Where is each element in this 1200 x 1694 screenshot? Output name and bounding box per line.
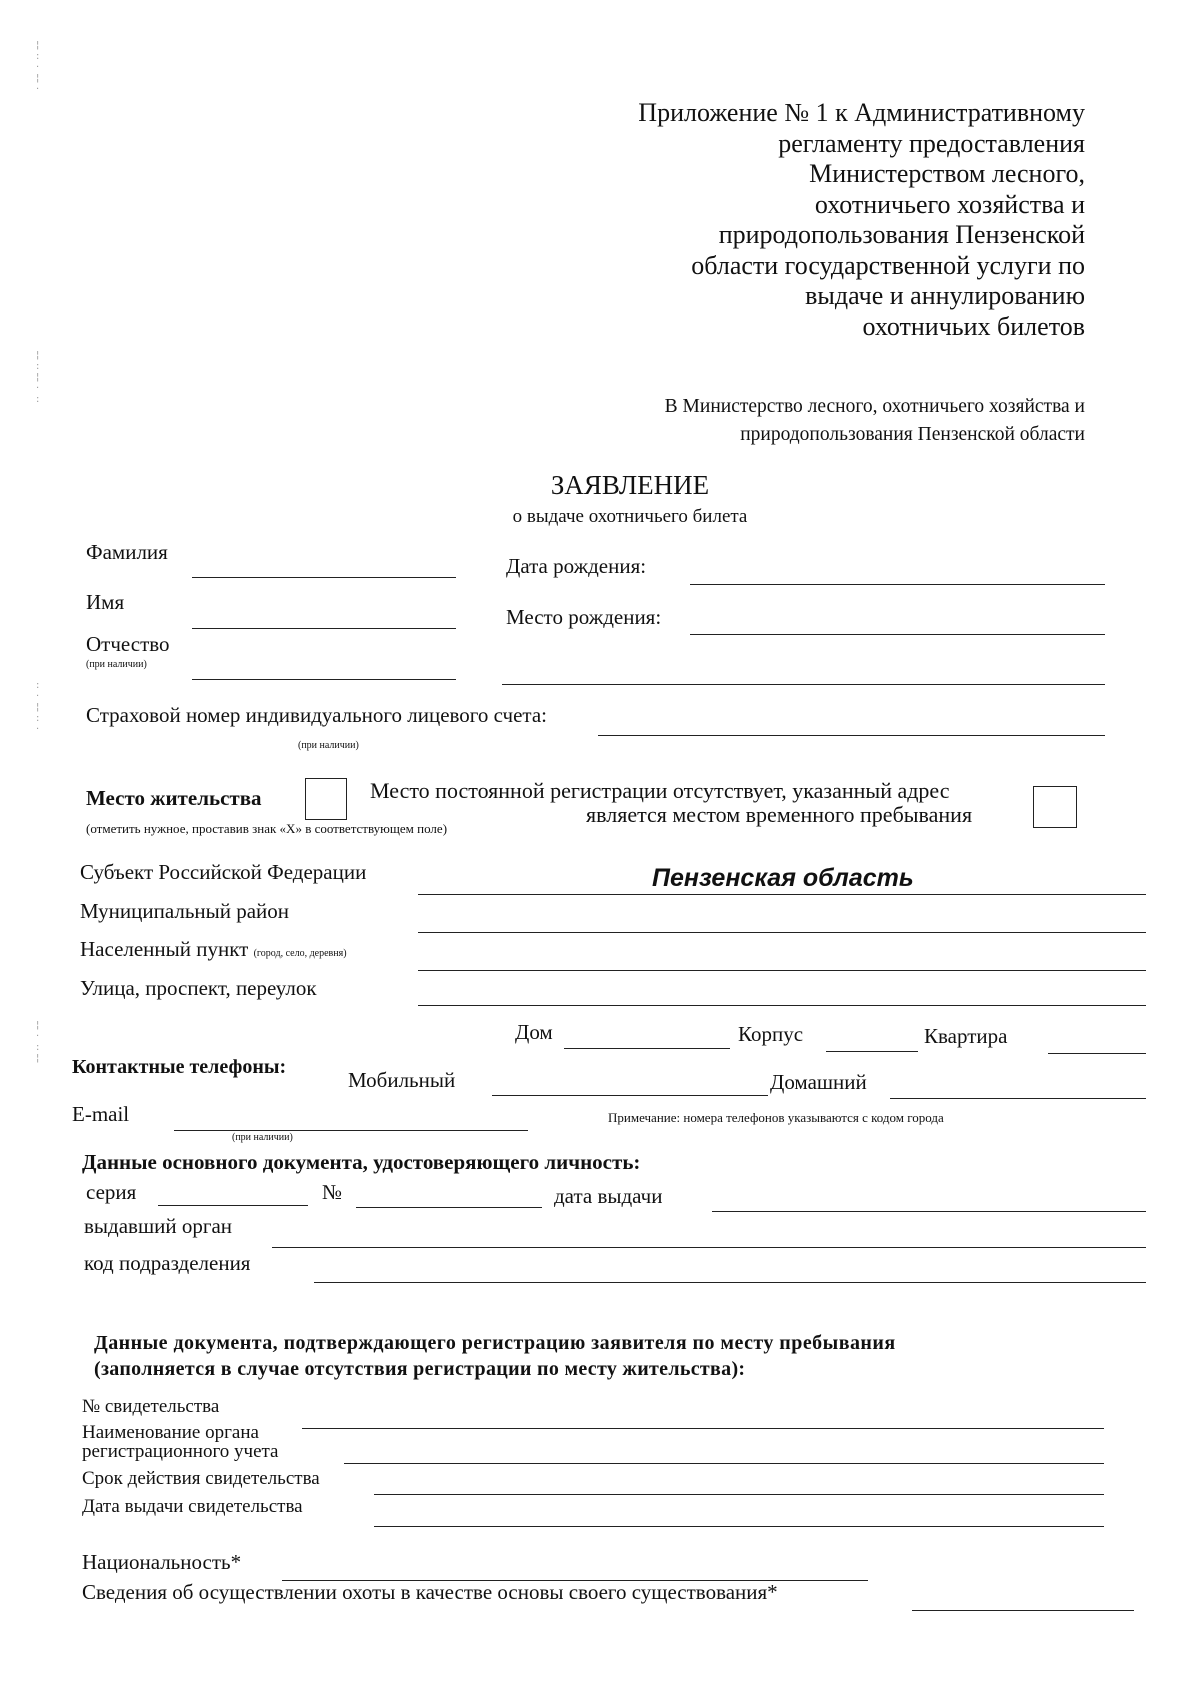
apartment-label: Квартира	[924, 1024, 1008, 1048]
phone-note: Примечание: номера телефонов указываются с кодом города	[608, 1110, 944, 1125]
scan-mark: ¦ : ¦ · :	[36, 350, 40, 405]
appendix-note	[638, 98, 1085, 342]
document-subtitle: о выдаче охотничьего билета	[512, 506, 748, 527]
locality-note: (город, село, деревня)	[253, 948, 347, 959]
issue-date-field[interactable]	[712, 1211, 1146, 1212]
contacts-heading: Контактные телефоны:	[72, 1056, 287, 1078]
temp-stay-text-2: является местом временного пребывания	[586, 802, 973, 827]
scan-mark: ¦ : · ¦ ·	[36, 40, 40, 95]
id-doc-heading: Данные основного документа, удостоверяющего личность:	[82, 1150, 641, 1174]
temporary-stay-checkbox[interactable]	[1033, 786, 1077, 828]
addressee-line: В Министерство лесного, охотничьего хозяйства и	[664, 396, 1085, 417]
surname-field[interactable]	[192, 577, 456, 578]
number-field[interactable]	[356, 1207, 542, 1208]
surname-label: Фамилия	[86, 540, 168, 564]
document-title: ЗАЯВЛЕНИЕ	[550, 470, 710, 500]
name-field[interactable]	[192, 628, 456, 629]
cert-issue-date-label: Дата выдачи свидетельства	[82, 1496, 303, 1517]
birth-place-field[interactable]	[690, 634, 1105, 635]
validity-label: Срок действия свидетельства	[82, 1468, 320, 1489]
patronymic-field[interactable]	[192, 679, 456, 680]
series-field[interactable]	[158, 1205, 308, 1206]
appendix-line: Приложение № 1 к Административному	[638, 98, 1085, 127]
authority-field[interactable]	[344, 1463, 1104, 1464]
validity-field[interactable]	[374, 1494, 1104, 1495]
hunting-livelihood-label: Сведения об осуществлении охоты в качестве основы своего существования*	[82, 1580, 778, 1604]
district-field[interactable]	[418, 932, 1146, 933]
appendix-line: выдаче и аннулированию	[805, 281, 1085, 310]
issue-date-label: дата выдачи	[554, 1184, 663, 1208]
residence-heading: Место жительства	[86, 786, 262, 810]
hunting-livelihood-field[interactable]	[912, 1610, 1134, 1611]
birth-place-field-cont[interactable]	[502, 684, 1105, 685]
dept-code-field[interactable]	[314, 1282, 1146, 1283]
email-label: E-mail	[72, 1102, 130, 1126]
district-label: Муниципальный район	[80, 899, 290, 923]
appendix-line: охотничьих билетов	[862, 311, 1085, 341]
issuer-field[interactable]	[272, 1247, 1146, 1248]
appendix-line: природопользования Пензенской	[718, 220, 1085, 249]
addressee	[665, 393, 1085, 449]
dept-code-label: код подразделения	[84, 1251, 251, 1275]
birth-date-field[interactable]	[690, 584, 1105, 585]
mobile-field[interactable]	[492, 1095, 768, 1096]
home-phone-label: Домашний	[770, 1070, 867, 1094]
stay-doc-heading-2: (заполняется в случае отсутствия регистрации по месту жительства):	[94, 1358, 746, 1380]
number-label: №	[322, 1180, 343, 1204]
subject-value[interactable]: Пензенская область	[652, 864, 914, 892]
scan-mark: : · ¦ : ·	[36, 680, 40, 735]
certificate-no-field[interactable]	[302, 1428, 1104, 1429]
subject-label: Субъект Российской Федерации	[80, 860, 367, 884]
snils-field[interactable]	[598, 735, 1105, 736]
apartment-field[interactable]	[1048, 1053, 1146, 1054]
birth-date-label: Дата рождения:	[506, 554, 647, 578]
subject-field[interactable]	[418, 894, 1146, 895]
home-phone-field[interactable]	[890, 1098, 1146, 1099]
authority-label-2: регистрационного учета	[82, 1441, 279, 1462]
certificate-no-label: № свидетельства	[82, 1396, 220, 1417]
appendix-line: области государственной услуги по	[691, 250, 1085, 280]
locality-field[interactable]	[418, 970, 1146, 971]
scan-mark: ¦ · : ¦	[36, 1020, 40, 1064]
mobile-label: Мобильный	[348, 1068, 456, 1092]
issuer-label: выдавший орган	[84, 1214, 233, 1238]
house-label: Дом	[515, 1020, 553, 1044]
snils-note: (при наличии)	[298, 740, 359, 751]
house-field[interactable]	[564, 1048, 730, 1049]
patronymic-label: Отчество	[86, 632, 170, 656]
street-label: Улица, проспект, переулок	[80, 976, 317, 1000]
email-note: (при наличии)	[232, 1132, 293, 1143]
stay-doc-heading-1: Данные документа, подтверждающего регистрацию заявителя по месту пребывания	[94, 1332, 896, 1354]
appendix-line: охотничьего хозяйства и	[814, 189, 1085, 219]
appendix-line: Министерством лесного,	[809, 159, 1085, 188]
series-label: серия	[86, 1180, 137, 1204]
patronymic-note: (при наличии)	[86, 659, 147, 670]
birth-place-label: Место рождения:	[506, 605, 662, 629]
nationality-label: Национальность*	[82, 1550, 242, 1574]
cert-issue-date-field[interactable]	[374, 1526, 1104, 1527]
addressee-line: природопользования Пензенской области	[740, 424, 1085, 445]
authority-label-1: Наименование органа	[82, 1422, 259, 1443]
locality-label-text: Населенный пункт	[80, 937, 249, 961]
locality-label	[80, 937, 347, 962]
appendix-line: регламенту предоставления	[778, 128, 1085, 158]
street-field[interactable]	[418, 1005, 1146, 1006]
email-field[interactable]	[174, 1130, 528, 1131]
residence-note: (отметить нужное, проставив знак «Х» в соответствующем поле)	[86, 821, 448, 836]
name-label: Имя	[86, 590, 125, 614]
snils-label: Страховой номер индивидуального лицевого счета:	[86, 703, 548, 727]
permanent-residence-checkbox[interactable]	[305, 778, 347, 820]
temp-stay-text-1: Место постоянной регистрации отсутствует, указанный адрес	[370, 778, 950, 803]
building-label: Корпус	[738, 1022, 804, 1046]
building-field[interactable]	[826, 1051, 918, 1052]
